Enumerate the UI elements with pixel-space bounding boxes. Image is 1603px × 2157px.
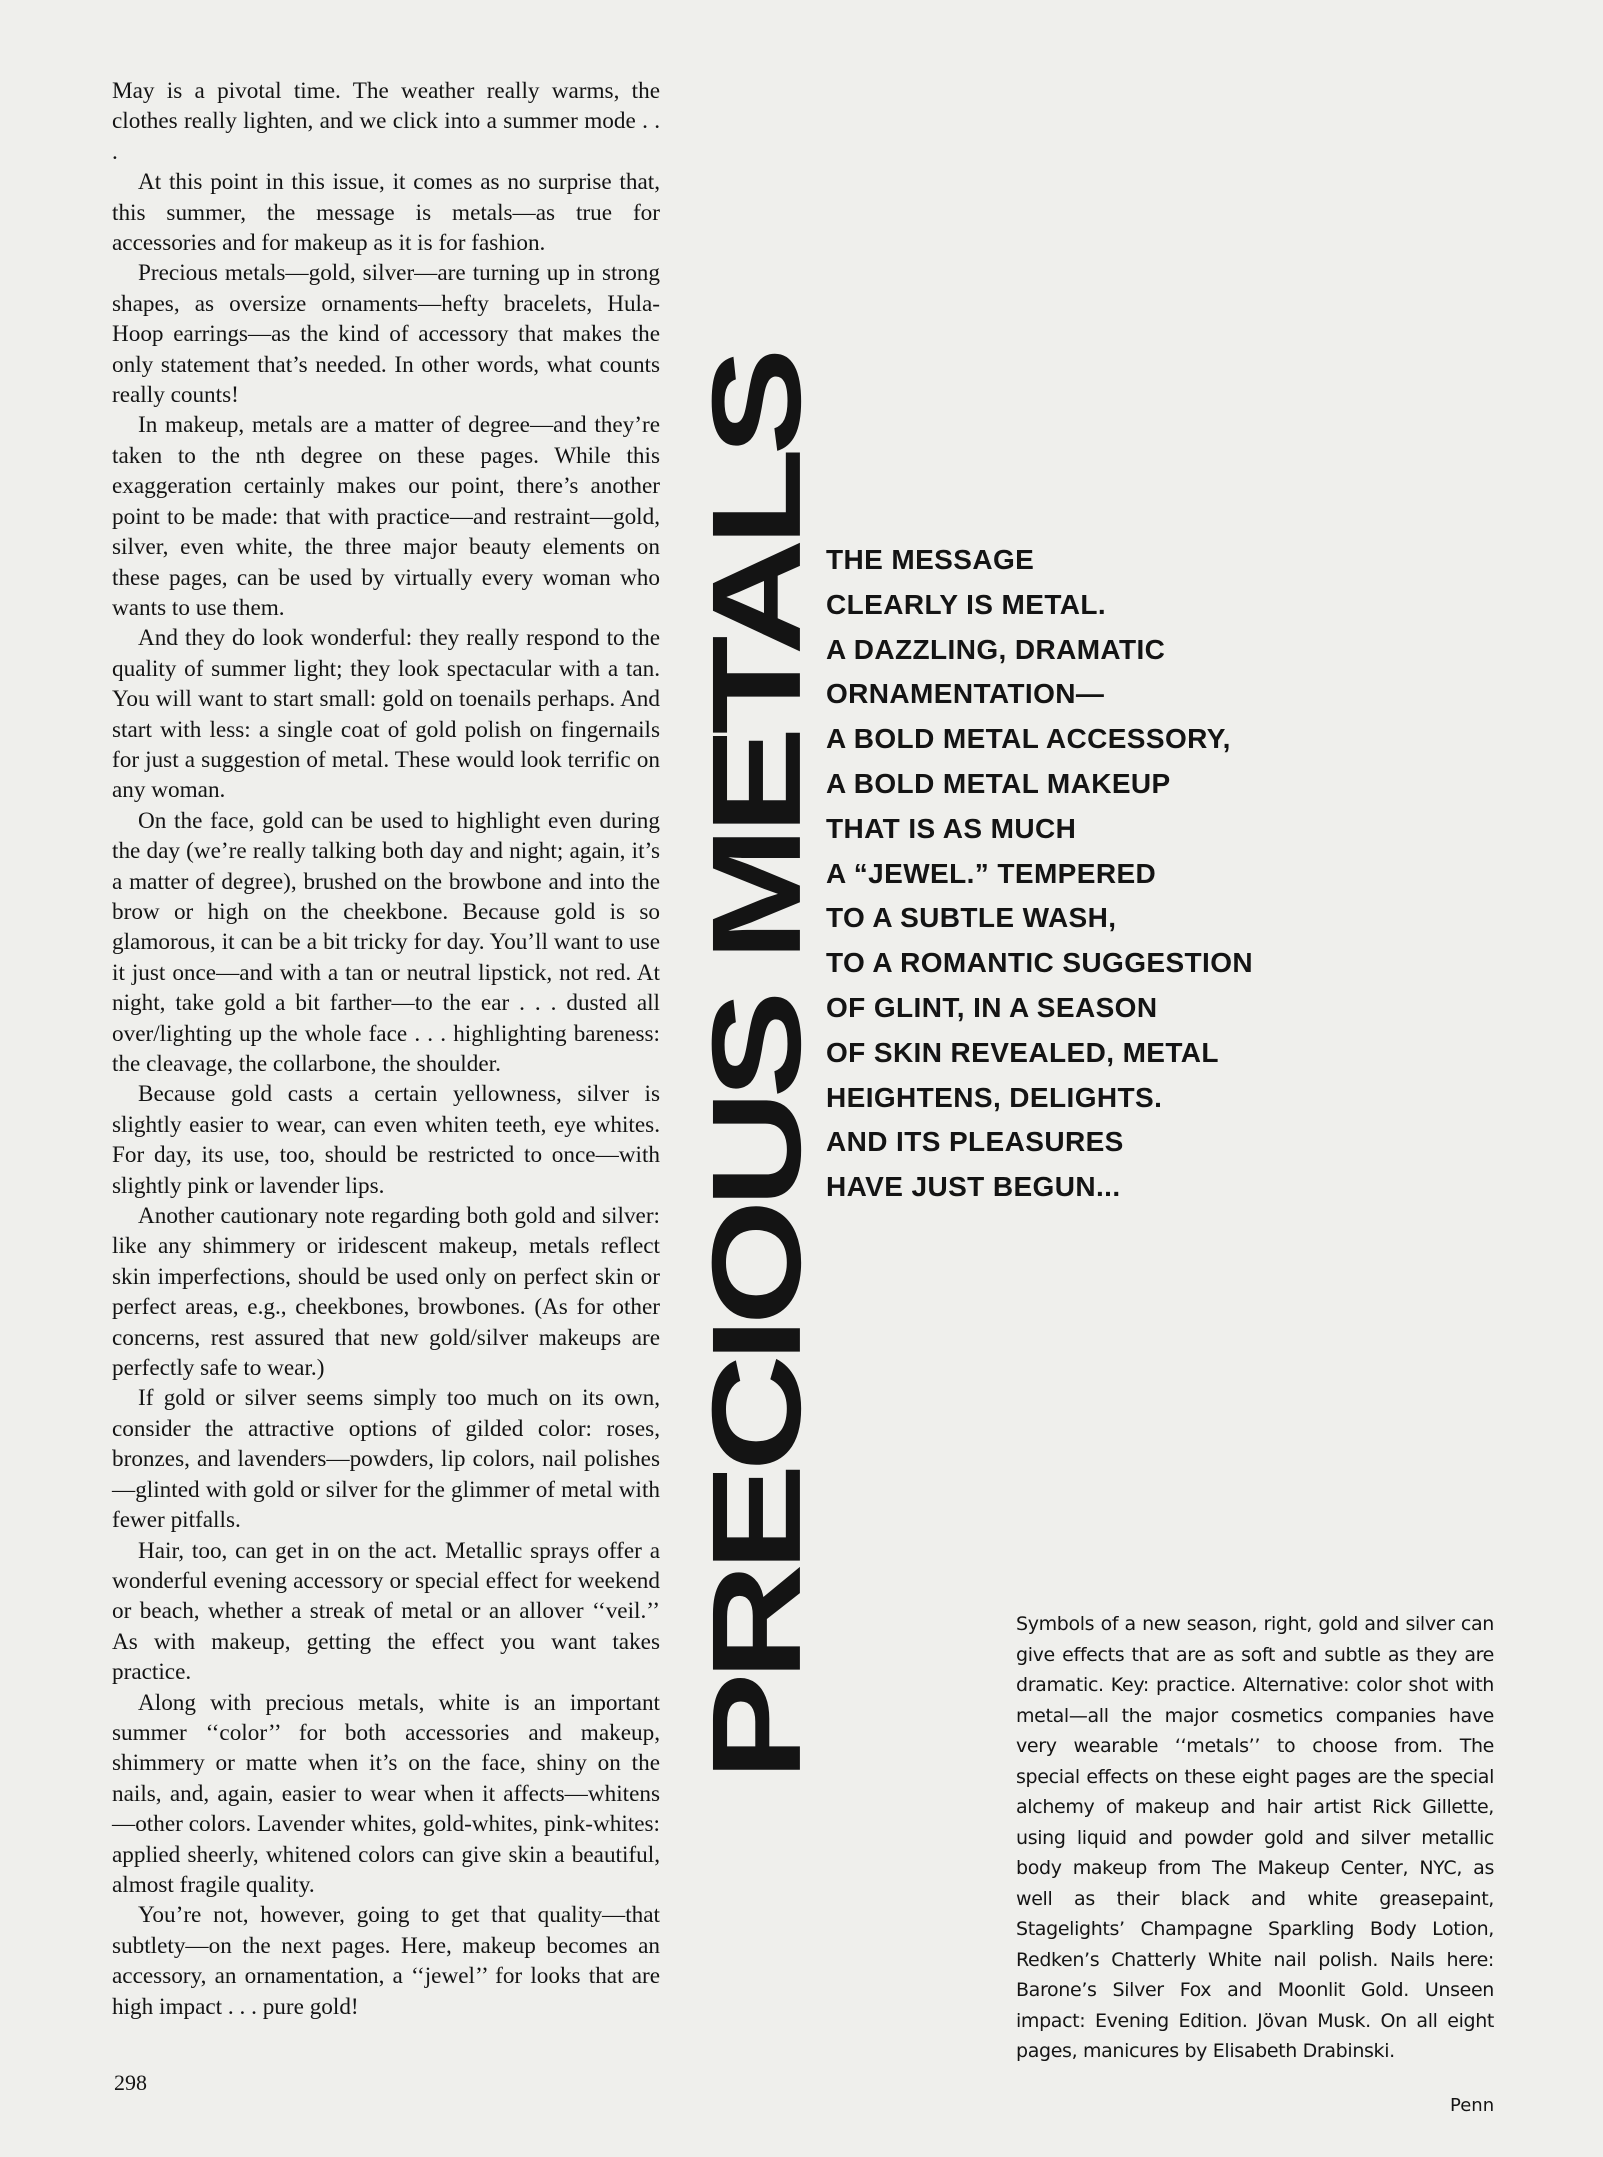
headline [676, 355, 838, 1780]
statement-line: HEIGHTENS, DELIGHTS. [826, 1081, 1163, 1113]
body-text-column [112, 76, 660, 2022]
body-paragraph: And they do look wonderful: they really respond to the quality of summer light; they look spectacular with a tan. You will want to start small: gold on toenails perhaps. And start with less: a single coat of gold polish on fingernails for just a suggestion of metal. These would look terrific on any woman. [112, 625, 660, 804]
body-paragraph: At this point in this issue, it comes as no surprise that, this summer, the message is metals—as true for accessories and for makeup as it is for fashion. [112, 169, 660, 257]
body-paragraph: May is a pivotal time. The weather really warms, the clothes really lighten, and we click into a summer mode . . . [112, 78, 660, 165]
statement-line: A DAZZLING, DRAMATIC [826, 633, 1166, 665]
statement-line: TO A SUBTLE WASH, [826, 902, 1117, 934]
statement-line: TO A ROMANTIC SUGGESTION [826, 947, 1254, 979]
body-paragraph: You’re not, however, going to get that quality—that subtlety—on the next pages. Here, makeup becomes an accessory, an ornamentation, a ‘‘jewel’’ for looks that are high impact . . . pure gold! [112, 1902, 660, 2020]
photo-credit: Penn [1450, 2095, 1495, 2116]
photo-caption: Symbols of a new season, right, gold and silver can give effects that are as soft and subtle as they are dramatic. Key: practice. Alternative: color shot with metal—all the major cosmetics companies have very wearable ‘‘metals’’ to choose from. The special effects on these eight pages are the special alchemy of makeup and hair artist Rick Gillette, using liquid and powder gold and silver metallic body makeup from The Makeup Center, NYC, as well as their black and white greasepaint, Stagelights’ Champagne Sparkling Body Lotion, Redken’s Chatterly White nail polish. Nails here: Barone’s Silver Fox and Moonlit Gold. Unseen impact: Evening Edition. Jövan Musk. On all eight pages, manicures by Elisabeth Drabinski. [1016, 1613, 1494, 2062]
statement-line: OF SKIN REVEALED, METAL [826, 1036, 1219, 1068]
statement-line: A BOLD METAL ACCESSORY, [826, 723, 1231, 755]
headline-text: PRECIOUS METALS [686, 355, 828, 1781]
statement-line: A “JEWEL.” TEMPERED [826, 857, 1157, 889]
page-number: 298 [114, 2070, 147, 2095]
statement-line: ORNAMENTATION— [826, 678, 1105, 710]
body-paragraph: Precious metals—gold, silver—are turning up in strong shapes, as oversize ornaments—hefty bracelets, Hula-Hoop earrings—as the kind of accessory that makes the only statement that’s needed. In other words, what counts really counts! [112, 260, 660, 409]
pull-statement [826, 538, 1546, 1210]
body-paragraph: Along with precious metals, white is an important summer ‘‘color’’ for both accessories and makeup, shimmery or matte when it’s on the face, shiny on the nails, and, again, easier to wear when it affects—whitens—other colors. Lavender whites, gold-whites, pink-whites: applied sheerly, whitened colors can give skin a beautiful, almost fragile quality. [112, 1689, 660, 1898]
statement-line: OF GLINT, IN A SEASON [826, 991, 1158, 1023]
body-paragraph: On the face, gold can be used to highlight even during the day (we’re really talking both day and night; again, it’s a matter of degree), brushed on the browbone and into the brow or high on the cheekbone. Because gold is so glamorous, it can be a bit tricky for day. You’ll want to use it just once—and with a tan or neutral lipstick, not red. At night, take gold a bit farther—to the ear . . . dusted all over/lighting up the whole face . . . highlighting bareness: the cleavage, the collarbone, the shoulder. [112, 807, 660, 1077]
body-paragraph: Hair, too, can get in on the act. Metallic sprays offer a wonderful evening accessory or special effect for weekend or beach, whether a streak of metal or an allover ‘‘veil.’’ As with makeup, getting the effect you want takes practice. [112, 1537, 660, 1686]
statement-line: HAVE JUST BEGUN... [826, 1171, 1121, 1203]
body-paragraph: If gold or silver seems simply too much on its own, consider the attractive options of gilded color: roses, bronzes, and lavenders—powders, lip colors, nail polishes—glinted with gold or silver for the glimmer of metal with fewer pitfalls. [112, 1385, 660, 1534]
statement-line: A BOLD METAL MAKEUP [826, 767, 1171, 799]
statement-line: CLEARLY IS METAL. [826, 588, 1107, 620]
headline-container [686, 48, 828, 2088]
body-paragraph: Another cautionary note regarding both gold and silver: like any shimmery or iridescent makeup, metals reflect skin imperfections, should be used only on perfect skin or perfect areas, e.g., cheekbones, browbones. (As for other concerns, rest assured that new gold/silver makeups are perfectly safe to wear.) [112, 1203, 660, 1382]
body-paragraph: Because gold casts a certain yellowness, silver is slightly easier to wear, can even whiten teeth, eye whites. For day, its use, too, should be restricted to once—with slightly pink or lavender lips. [112, 1081, 660, 1199]
statement-line: THE MESSAGE [826, 544, 1035, 575]
body-paragraph: In makeup, metals are a matter of degree—and they’re taken to the nth degree on these pages. While this exaggeration certainly makes our point, there’s another point to be made: that with practice—and restraint—gold, silver, even white, the three major beauty elements on these pages, can be used by virtually every woman who wants to use them. [112, 412, 660, 621]
statement-line: AND ITS PLEASURES [826, 1126, 1124, 1158]
statement-line: THAT IS AS MUCH [826, 812, 1077, 844]
